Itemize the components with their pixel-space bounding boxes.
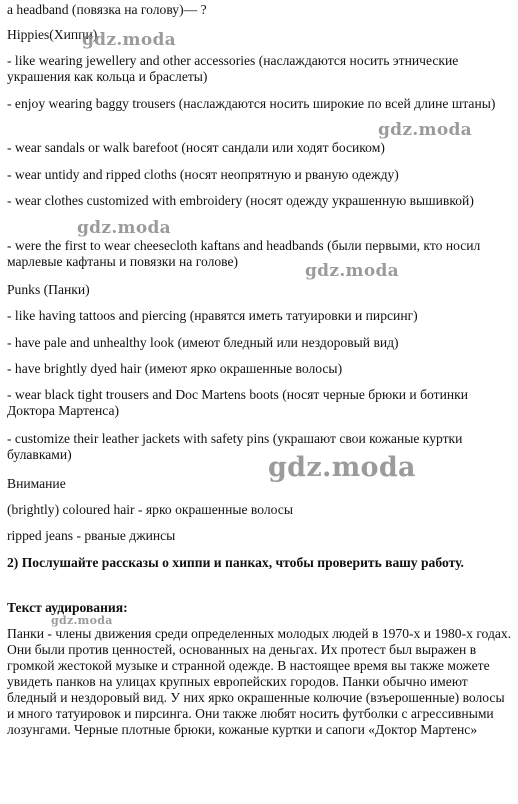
task-heading: 2) Послушайте рассказы о хиппи и панках, чтобы проверить вашу работу.: [7, 555, 464, 570]
section-title-punks: Punks (Панки): [7, 282, 90, 297]
text-line-dyed-hair: - have brightly dyed hair (имеют ярко окрашенные волосы): [7, 361, 343, 376]
watermark-logo: gdz.moda: [268, 452, 416, 483]
text-line-baggy-trousers: - enjoy wearing baggy trousers (наслаждаются носить широкие по всей длине штаны): [7, 96, 496, 111]
text-line-ripped-jeans: ripped jeans - рваные джинсы: [7, 528, 176, 543]
text-line-pale-look: - have pale and unhealthy look (имеют бледный или нездоровый вид): [7, 335, 399, 350]
watermark-logo: gdz.moda: [82, 30, 176, 50]
watermark-logo: gdz.moda: [378, 120, 472, 140]
text-line-doc-martens: - wear black tight trousers and Doc Martens boots (носят черные брюки и ботинки Доктора Мартенса): [7, 387, 468, 418]
watermark-logo: gdz.moda: [305, 261, 399, 281]
text-line-coloured-hair: (brightly) coloured hair - ярко окрашенные волосы: [7, 502, 293, 517]
text-line-jewellery: - like wearing jewellery and other accessories (наслаждаются носить этнические украшения как кольца и браслеты): [7, 53, 459, 84]
section-title-attention: Внимание: [7, 476, 66, 491]
text-line-untidy-clothes: - wear untidy and ripped cloths (носят неопрятную и рваную одежду): [7, 167, 399, 182]
audio-heading: Текст аудирования:: [7, 600, 128, 615]
watermark-logo: gdz.moda: [77, 218, 171, 238]
watermark-logo: gdz.moda: [51, 614, 113, 627]
audio-text: Панки - члены движения среди определенных молодых людей в 1970-х и 1980-х годах. Они были против ценностей, основанных на деньгах. Их протест был выражен в громкой жестокой музыке и странной одежде. В настоящее время вы также можете увидеть панков на улицах крупных европейских городов. Панки обычно имеют бледный и нездоровый вид. У них ярко окрашенные колючие (взъерошенные) волосы и много татуировок и пирсинга. Они также любят носить футболки с агрессивными лозунгами. Черные плотные брюки, кожаные куртки и сапоги «Доктор Мартенс»: [7, 626, 512, 737]
section-title-hippies: Hippies(Хиппи): [7, 27, 98, 42]
text-line-kaftans: - were the first to wear cheesecloth kaftans and headbands (были первыми, кто носил марлевые кафтаны и повязки на голове): [7, 238, 481, 269]
text-line-safety-pins: - customize their leather jackets with safety pins (украшают свои кожаные куртки булавками): [7, 431, 463, 462]
text-line-sandals: - wear sandals or walk barefoot (носят сандали или ходят босиком): [7, 140, 385, 155]
text-line-embroidery: - wear clothes customized with embroidery (носят одежду украшенную вышивкой): [7, 193, 474, 208]
text-line-headband: a headband (повязка на голову)— ?: [7, 2, 207, 17]
text-line-tattoos: - like having tattoos and piercing (нравятся иметь татуировки и пирсинг): [7, 308, 418, 323]
